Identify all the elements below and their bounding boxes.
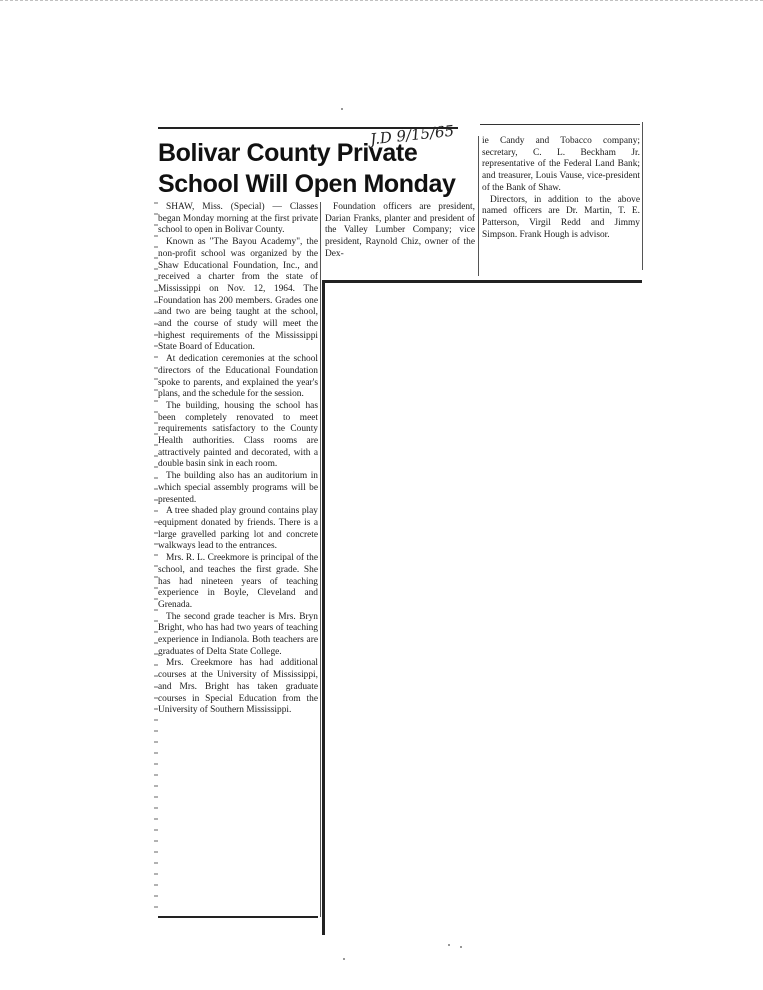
handwritten-note: J.D 9/15/65 (369, 121, 455, 149)
paragraph: A tree shaded play ground contains play equipment donated by friends. There is a large gravelled parking lot and concrete walkways lead to the entrances. (158, 506, 318, 552)
paragraph: SHAW, Miss. (Special) — Classes began Monday morning at the first private school to open in Bolivar County. (158, 202, 318, 236)
column-divider (320, 202, 321, 917)
paragraph: The second grade teacher is Mrs. Bryn Bright, who has had two years of teaching experience in Indianola. Both teachers are graduates of Delta State College. (158, 611, 318, 657)
newspaper-clipping (150, 118, 650, 938)
top-rule-right (480, 124, 640, 125)
paragraph: Foundation officers are president, Darian Franks, planter and president of the Valley Lumber Company; vice president, Raynold Chiz, owner of the Dex- (325, 202, 475, 259)
adjacent-clipping-rule-vertical (322, 280, 325, 935)
scan-speck (460, 946, 462, 948)
article-column-3 (482, 136, 640, 266)
scan-speck (343, 958, 345, 960)
column-divider (478, 136, 479, 276)
scan-speck (448, 944, 450, 946)
paragraph: Mrs. Creekmore has had additional courses at the University of Mississippi, and Mrs. Bright has taken graduate courses in Special Education from the University of Southern Mississippi. (158, 658, 318, 716)
paragraph: At dedication ceremonies at the school directors of the Educational Foundation spoke to parents, and explained the year's plans, and the schedule for the session. (158, 354, 318, 400)
headline: Bolivar County Private School Will Open Monday (158, 139, 456, 198)
bottom-rule (158, 916, 318, 918)
scan-speck (341, 108, 343, 110)
paragraph: Known as "The Bayou Academy", the non-profit school was organized by the Shaw Educational Foundation, Inc., and received a charter from the state of Mississippi on Nov. 12, 1964. The Foundation has 200 members. Grades one and two are being taught at the school, and the course of study will meet the highest requirements of the Mississippi State Board of Education. (158, 237, 318, 353)
paragraph: The building, housing the school has been completely renovated to meet requirements satisfactory to the County Health authorities. Class rooms are attractively painted and decorated, with a double basin sink in each room. (158, 400, 318, 470)
article-column-2 (325, 202, 475, 276)
paragraph: ie Candy and Tobacco company; secretary, C. L. Beckham Jr. representative of the Federal Land Bank; and treasurer, Louis Vause, vice-president of the Bank of Shaw. (482, 136, 640, 193)
paragraph: Directors, in addition to the above named officers are Dr. Martin, T. E. Patterson, Virgil Redd and Jimmy Simpson. Frank Hough is advisor. (482, 194, 640, 240)
paragraph: Mrs. R. L. Creekmore is principal of the school, and teaches the first grade. She has had nineteen years of teaching experience in Boyle, Cleveland and Grenada. (158, 553, 318, 610)
paragraph: The building also has an auditorium in which special assembly programs will be presented. (158, 471, 318, 505)
adjacent-clipping-rule (322, 280, 642, 283)
article-column-1 (158, 202, 318, 912)
scan-top-edge (0, 0, 763, 4)
column-divider (642, 122, 643, 270)
